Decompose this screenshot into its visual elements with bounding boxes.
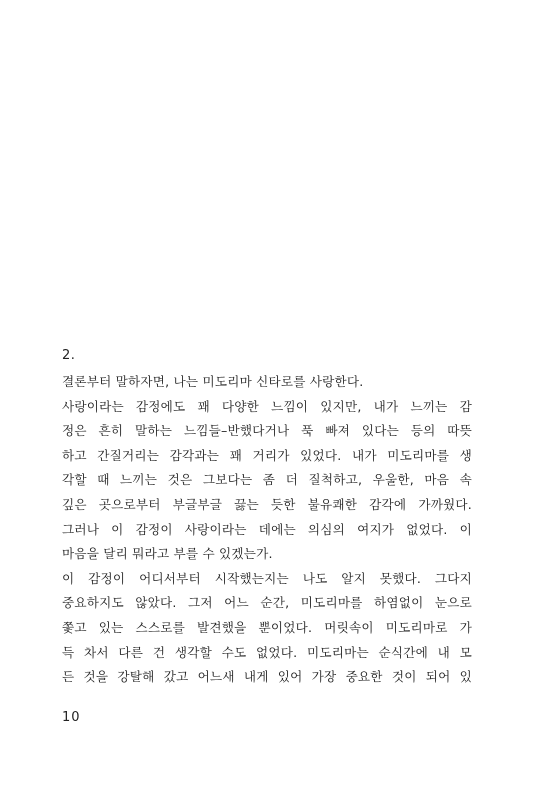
text-line: 중요하지도 않았다. 그저 어느 순간, 미도리마를 하염없이 눈으로 <box>62 595 472 611</box>
text-line: 결론부터 말하자면, 나는 미도리마 신타로를 사랑한다. <box>62 374 364 389</box>
text-line: 마음을 달리 뭐라고 부를 수 있겠는가. <box>62 546 273 562</box>
page-number: 10 <box>62 710 81 725</box>
text-line: 깊은 곳으로부터 부글부글 끓는 듯한 불유쾌한 감각에 가까웠다. <box>62 496 472 512</box>
text-line: 득 차서 다른 건 생각할 수도 없었다. 미도리마는 순식간에 내 모 <box>62 644 472 660</box>
body-text <box>62 370 472 690</box>
text-line: 쫓고 있는 스스로를 발견했을 뿐이었다. 머릿속이 미도리마로 가 <box>62 619 472 635</box>
text-line: 사랑이라는 감정에도 꽤 다양한 느낌이 있지만, 내가 느끼는 감 <box>62 398 472 414</box>
text-line: 각할 때 느끼는 것은 그보다는 좀 더 질척하고, 우울한, 마음 속 <box>62 472 472 488</box>
text-line: 그러나 이 감정이 사랑이라는 데에는 의심의 여지가 없었다. 이 <box>62 521 472 537</box>
text-line: 든 것을 강탈해 갔고 어느새 내게 있어 가장 중요한 것이 되어 있 <box>62 669 472 685</box>
text-line: 이 감정이 어디서부터 시작했는지는 나도 알지 못했다. 그다지 <box>62 570 472 586</box>
section-number: 2. <box>62 348 76 363</box>
text-line: 하고 간질거리는 감각과는 꽤 거리가 있었다. 내가 미도리마를 생 <box>62 447 472 463</box>
text-line: 정은 흔히 말하는 느낌들–반했다거나 푹 빠져 있다는 등의 따뜻 <box>62 423 472 439</box>
